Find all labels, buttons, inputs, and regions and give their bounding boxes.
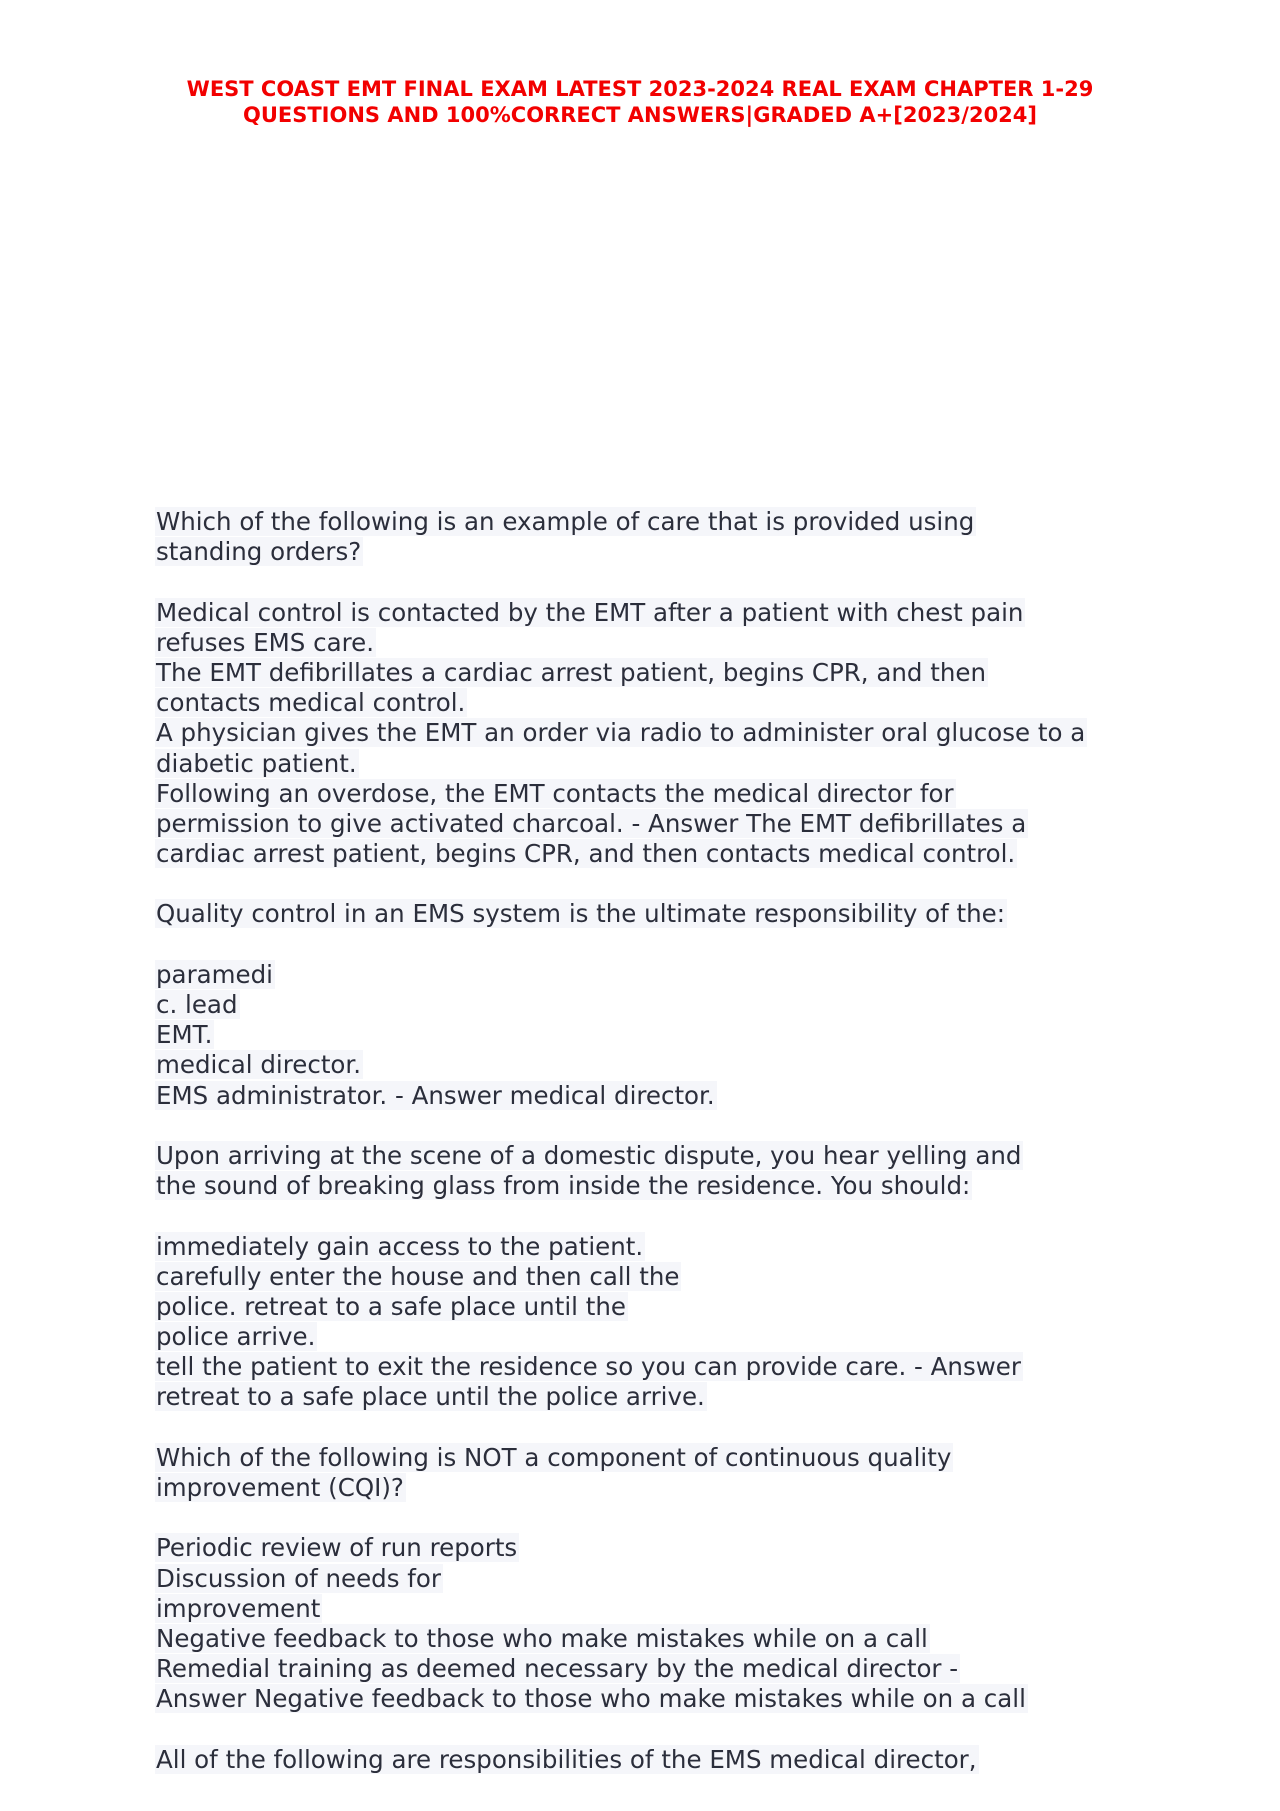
text-line (155, 1443, 1165, 1473)
text-line-content: Which of the following is an example of care that is provided using (156, 507, 975, 536)
text-line-content: Medical control is contacted by the EMT after a patient with chest pain (156, 597, 1024, 627)
text-line-content: tell the patient to exit the residence so you can provide care. - Answer (156, 1352, 1021, 1382)
text-line (155, 718, 1165, 748)
text-line-content: police. retreat to a safe place until the (156, 1291, 626, 1321)
text-line-content: EMT. (156, 1020, 213, 1050)
text-line-content: EMS administrator. - Answer medical director. (156, 1080, 715, 1110)
text-line-content: Following an overdose, the EMT contacts the medical director for (156, 778, 954, 808)
text-line (155, 1745, 1165, 1775)
text-line (155, 1382, 1165, 1412)
text-line (155, 990, 1165, 1020)
text-line (155, 1020, 1165, 1050)
text-line (155, 598, 1165, 628)
blank-line (155, 869, 1165, 899)
document-body (155, 507, 1165, 1775)
text-line (155, 1533, 1165, 1563)
text-line (155, 628, 1165, 658)
text-line (155, 1141, 1165, 1171)
text-line-content: permission to give activated charcoal. - Answer The EMT defibrillates a (156, 808, 1027, 838)
text-line (155, 899, 1165, 929)
text-line-content: diabetic patient. (156, 748, 357, 778)
text-line-content: the sound of breaking glass from inside the residence. You should: (156, 1171, 971, 1201)
text-line (155, 1564, 1165, 1594)
title-line: QUESTIONS AND 100%CORRECT ANSWERS|GRADED A+[2023/2024] (242, 103, 1038, 127)
text-line-content: c. lead (156, 990, 238, 1019)
text-line (155, 1232, 1165, 1262)
text-line-content: improvement (CQI)? (156, 1473, 404, 1502)
title-line: WEST COAST EMT FINAL EXAM LATEST 2023-2024 REAL EXAM CHAPTER 1-29 (186, 77, 1094, 101)
blank-line (155, 1111, 1165, 1141)
text-line (155, 779, 1165, 809)
text-line (155, 1684, 1165, 1714)
text-line (155, 1262, 1165, 1292)
text-line (155, 749, 1165, 779)
text-line-content: Discussion of needs for (156, 1563, 441, 1593)
blank-line (155, 930, 1165, 960)
text-line (155, 688, 1165, 718)
blank-line (155, 1715, 1165, 1745)
text-line-content: carefully enter the house and then call the (156, 1261, 680, 1291)
text-line (155, 960, 1165, 990)
blank-line (155, 567, 1165, 597)
text-line (155, 1352, 1165, 1382)
text-line-content: Answer Negative feedback to those who make mistakes while on a call (156, 1684, 1026, 1714)
text-line (155, 1081, 1165, 1111)
text-line (155, 809, 1165, 839)
text-line-content: immediately gain access to the patient. (156, 1231, 644, 1261)
text-line-content: Negative feedback to those who make mistakes while on a call (156, 1623, 928, 1653)
text-line-content: Which of the following is NOT a component of continuous quality (156, 1442, 952, 1472)
text-line-content: contacts medical control. (156, 688, 466, 718)
text-line-content: standing orders? (156, 537, 362, 567)
blank-line (155, 1413, 1165, 1443)
text-line-content: Periodic review of run reports (156, 1533, 518, 1563)
text-line-content: All of the following are responsibilities of the EMS medical director, (156, 1744, 977, 1774)
text-line-content: Quality control in an EMS system is the ultimate responsibility of the: (156, 899, 1006, 929)
text-line-content: A physician gives the EMT an order via radio to administer oral glucose to a (156, 718, 1086, 748)
text-line (155, 1171, 1165, 1201)
text-line (155, 1050, 1165, 1080)
blank-line (155, 1201, 1165, 1231)
blank-line (155, 1503, 1165, 1533)
text-line (155, 1292, 1165, 1322)
text-line (155, 1473, 1165, 1503)
text-line-content: The EMT defibrillates a cardiac arrest patient, begins CPR, and then (156, 657, 986, 687)
text-line (155, 1654, 1165, 1684)
text-line-content: Remedial training as deemed necessary by the medical director - (156, 1654, 959, 1684)
text-line (155, 1624, 1165, 1654)
text-line-content: refuses EMS care. (156, 627, 374, 657)
text-line-content: medical director. (156, 1050, 362, 1080)
text-line-content: cardiac arrest patient, begins CPR, and then contacts medical control. (156, 839, 1016, 869)
text-line-content: retreat to a safe place until the police arrive. (156, 1382, 705, 1412)
text-line (155, 507, 1165, 537)
text-line (155, 1594, 1165, 1624)
text-line (155, 1322, 1165, 1352)
text-line-content: Upon arriving at the scene of a domestic dispute, you hear yelling and (156, 1140, 1022, 1170)
text-line-content: police arrive. (156, 1322, 316, 1352)
text-line (155, 658, 1165, 688)
text-line (155, 839, 1165, 869)
text-line-content: improvement (156, 1593, 321, 1623)
document-title (150, 76, 1130, 128)
text-line (155, 537, 1165, 567)
text-line-content: paramedi (156, 959, 273, 989)
